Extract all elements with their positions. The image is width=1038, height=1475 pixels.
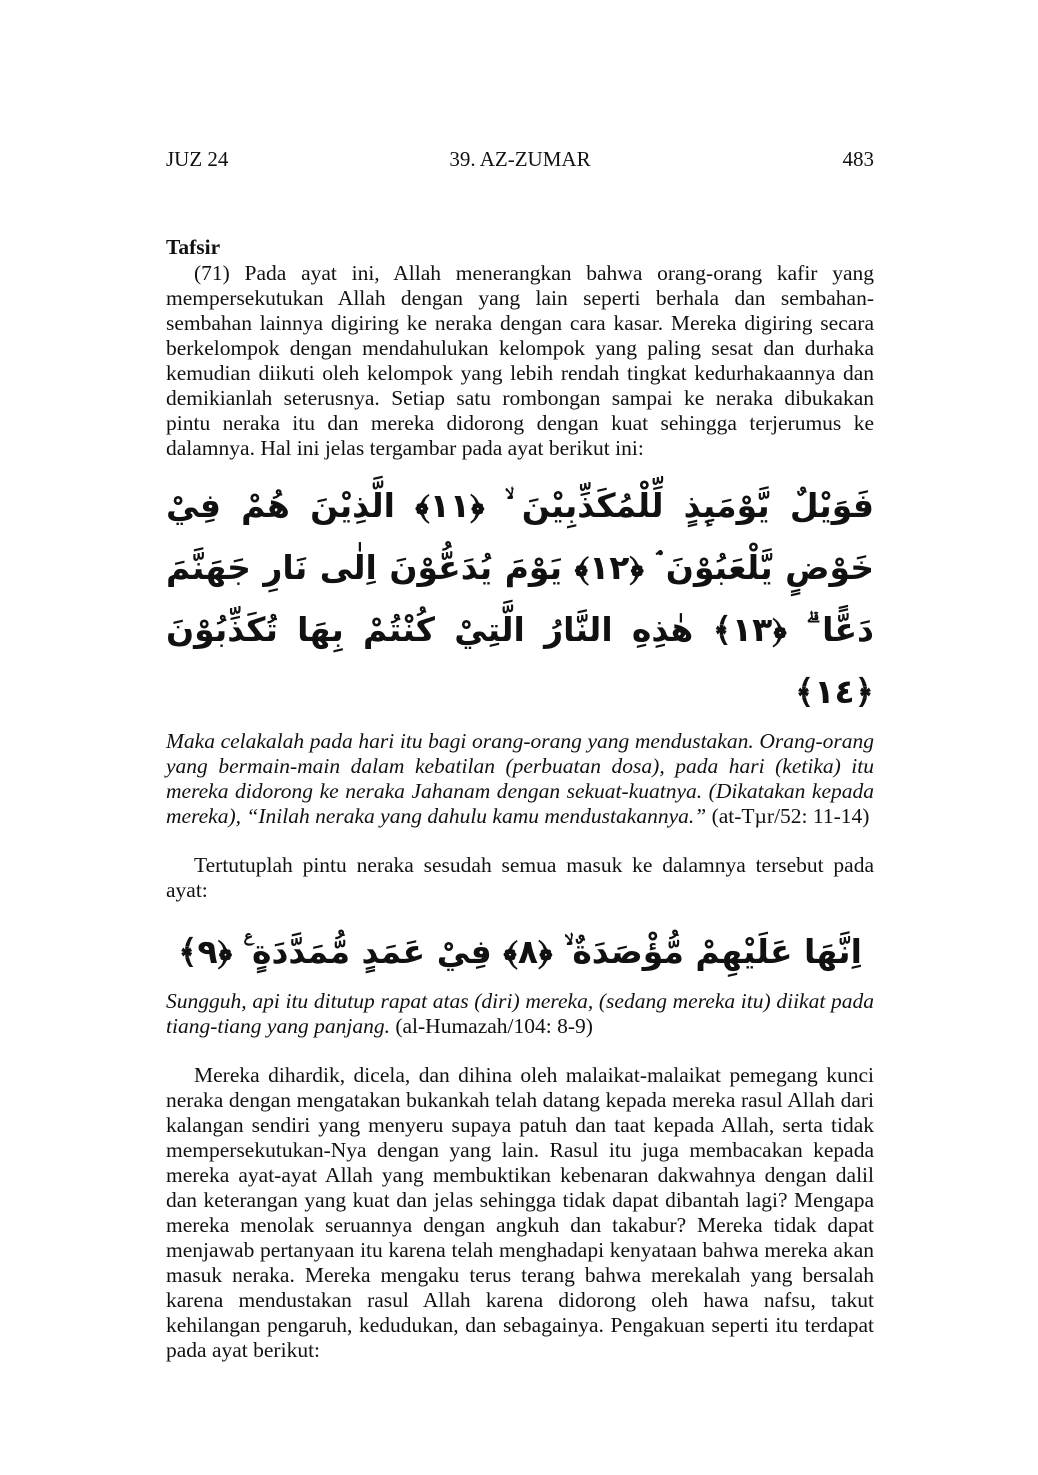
page-body [166, 233, 874, 1363]
page-header [166, 145, 874, 173]
section-heading: Tafsir [166, 235, 221, 259]
tafsir-paragraph-3: Mereka dihardik, dicela, dan dihina oleh malaikat-malaikat pemegang kunci neraka dengan mengatakan bukankah telah datang kepada mereka rasul Allah dari kalangan sendiri yang menyeru supaya patuh dan taat kepada Allah, serta tidak mempersekutukan-Nya dengan yang lain. Rasul itu juga membacakan kepada mereka ayat-ayat Allah yang membuktikan kebenaran dakwahnya dengan dalil dan keterangan yang kuat dan jelas sehingga tidak dapat dibantah lagi? Mengapa mereka menolak seruannya dengan angkuh dan takabur? Mereka tidak dapat menjawab pertanyaan itu karena telah menghadapi kenyataan bahwa mereka akan masuk neraka. Mereka mengaku terus terang bahwa merekalah yang bersalah karena mendustakan rasul Allah karena didorong oleh hawa nafsu, takut kehilangan pengaruh, kedudukan, dan sebagainya. Pengakuan seperti itu terdapat pada ayat berikut: [166, 1063, 874, 1362]
arabic-verse-block-2: اِنَّهَا عَلَيْهِمْ مُّؤْصَدَةٌ ۙ ﴿٨﴾ فِيْ عَمَدٍ مُّمَدَّدَةٍ ࣖ ﴿٩﴾ [178, 932, 862, 971]
tafsir-paragraph-1: (71) Pada ayat ini, Allah menerangkan bahwa orang-orang kafir yang mempersekutukan Allah dengan yang lain seperti berhala dan sembahan-sembahan lainnya digiring ke neraka dengan cara kasar. Mereka digiring secara berkelompok dengan mendahulukan kelompok yang paling sesat dan durhaka kemudian diikuti oleh kelompok yang lebih rendah tingkat kedurhakaannya dan demikianlah seterusnya. Setiap satu rombongan sampai ke neraka dibukakan pintu neraka itu dan mereka didorong dengan kuat sehingga terjerumus ke dalamnya. Hal ini jelas tergambar pada ayat berikut ini: [166, 261, 874, 460]
juz-label: JUZ 24 [166, 147, 229, 171]
verse-reference-2: (al-Humazah/104: 8-9) [389, 1014, 593, 1038]
verse-translation-1 [166, 729, 874, 829]
page-number: 483 [842, 147, 874, 171]
arabic-verse-block-1: فَوَيْلٌ يَّوْمَىِٕذٍ لِّلْمُكَذِّبِيْنَ ۙ ﴿١١﴾ الَّذِيْنَ هُمْ فِيْ خَوْضٍ يَّلْعَبُوْنَ ۘ ﴿١٢﴾ يَوْمَ يُدَعُّوْنَ اِلٰى نَارِ جَهَنَّمَ دَعًّا ۗ ﴿١٣﴾ هٰذِهِ النَّارُ الَّتِيْ كُنْتُمْ بِهَا تُكَذِّبُوْنَ ﴿١٤﴾ [166, 486, 874, 711]
verse-translation-2 [166, 989, 874, 1039]
tafsir-paragraph-2: Tertutuplah pintu neraka sesudah semua masuk ke dalamnya tersebut pada ayat: [166, 853, 874, 902]
translation-text-1: Maka celakalah pada hari itu bagi orang-orang yang mendustakan. Orang-orang yang bermain-main dalam kebatilan (perbuatan dosa), pada hari (ketika) itu mereka didorong ke neraka Jahanam dengan sekuat-kuatnya. (Dikatakan kepada mereka), “Inilah neraka yang dahulu kamu mendustakannya.” [166, 729, 874, 828]
translation-text-2: Sungguh, api itu ditutup rapat atas (diri) mereka, (sedang mereka itu) diikat pada tiang-tiang yang panjang. [166, 989, 874, 1038]
surah-title: 39. AZ-ZUMAR [449, 147, 591, 171]
verse-reference-1: (at-Tµr/52: 11-14) [706, 804, 870, 828]
